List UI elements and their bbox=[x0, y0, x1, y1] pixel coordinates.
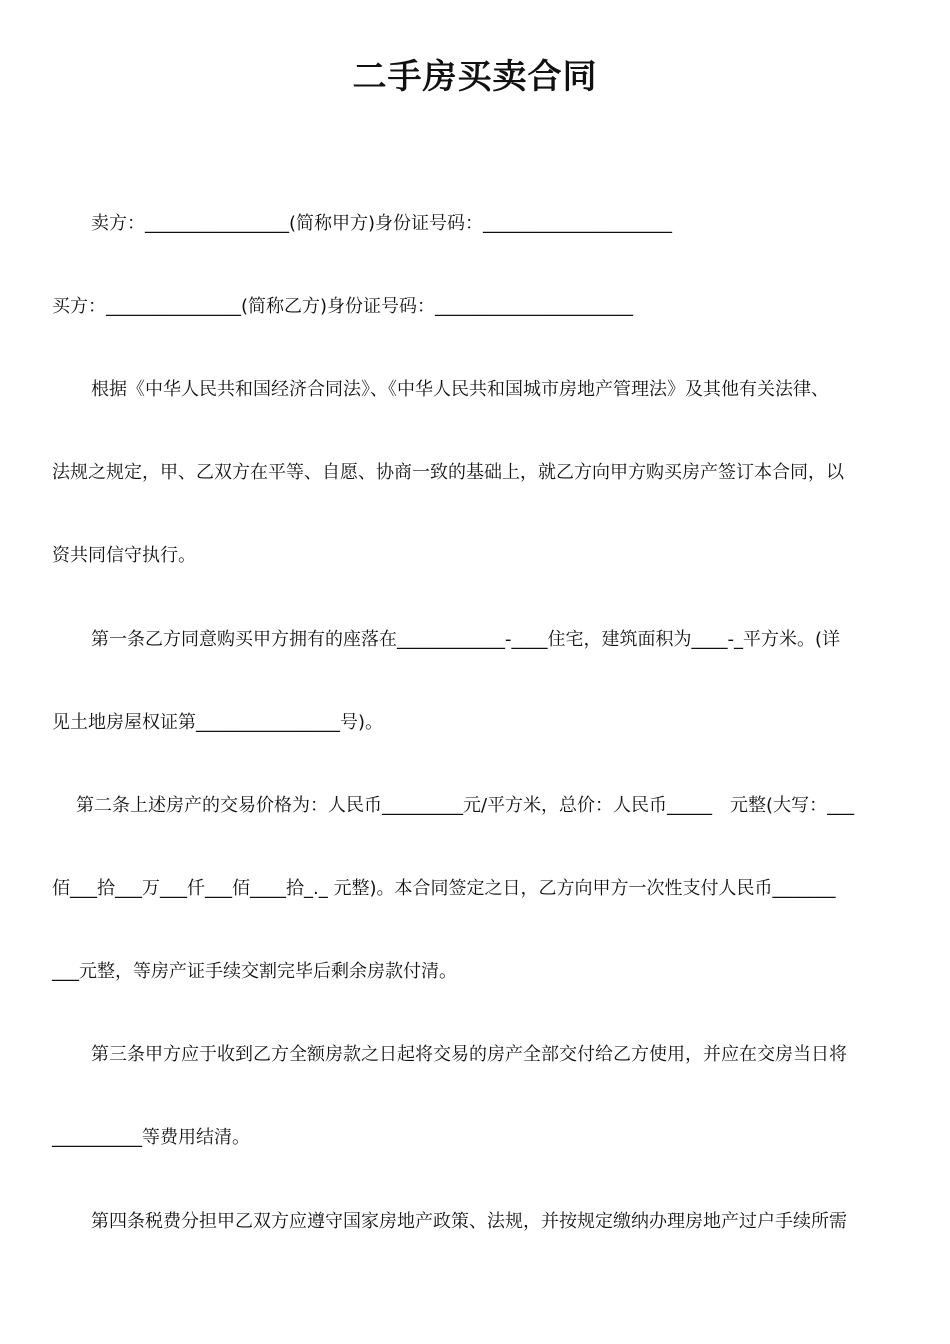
article-2-line-3: ___元整，等房产证手续交割完毕后剩余房款付清。 bbox=[52, 961, 457, 982]
preamble-line-3: 资共同信守执行。 bbox=[52, 545, 196, 566]
article-4-line-1: 第四条税费分担甲乙双方应遵守国家房地产政策、法规，并按规定缴纳办理房地产过户手续所需 bbox=[91, 1211, 847, 1232]
article-3-line-1: 第三条甲方应于收到乙方全额房款之日起将交易的房产全部交付给乙方使用，并应在交房当日将 bbox=[91, 1044, 847, 1065]
seller-line: 卖方：________________(简称甲方)身份证号码：_____________________ bbox=[91, 213, 673, 234]
article-1-line-2: 见土地房屋权证第________________号)。 bbox=[52, 712, 384, 733]
preamble-line-2: 法规之规定，甲、乙双方在平等、自愿、协商一致的基础上，就乙方向甲方购买房产签订本合同，以 bbox=[52, 462, 844, 483]
buyer-line: 买方：_______________(简称乙方)身份证号码：______________________ bbox=[52, 296, 634, 317]
document-title: 二手房买卖合同 bbox=[352, 57, 598, 97]
article-2-line-1: 第二条上述房产的交易价格为：人民币_________元/平方米，总价：人民币_____ 元整(大写：___ bbox=[76, 795, 855, 816]
article-3-line-2: __________等费用结清。 bbox=[52, 1127, 250, 1148]
article-1-line-1: 第一条乙方同意购买甲方拥有的座落在____________-____住宅，建筑面积为____-_平方米。(详 bbox=[91, 629, 841, 650]
preamble-line-1: 根据《中华人民共和国经济合同法》、《中华人民共和国城市房地产管理法》及其他有关法律、 bbox=[91, 379, 829, 400]
article-2-line-2: 佰___拾___万___仟___佰____拾_._ 元整)。本合同签定之日，乙方向甲方一次性支付人民币_______ bbox=[52, 878, 836, 899]
